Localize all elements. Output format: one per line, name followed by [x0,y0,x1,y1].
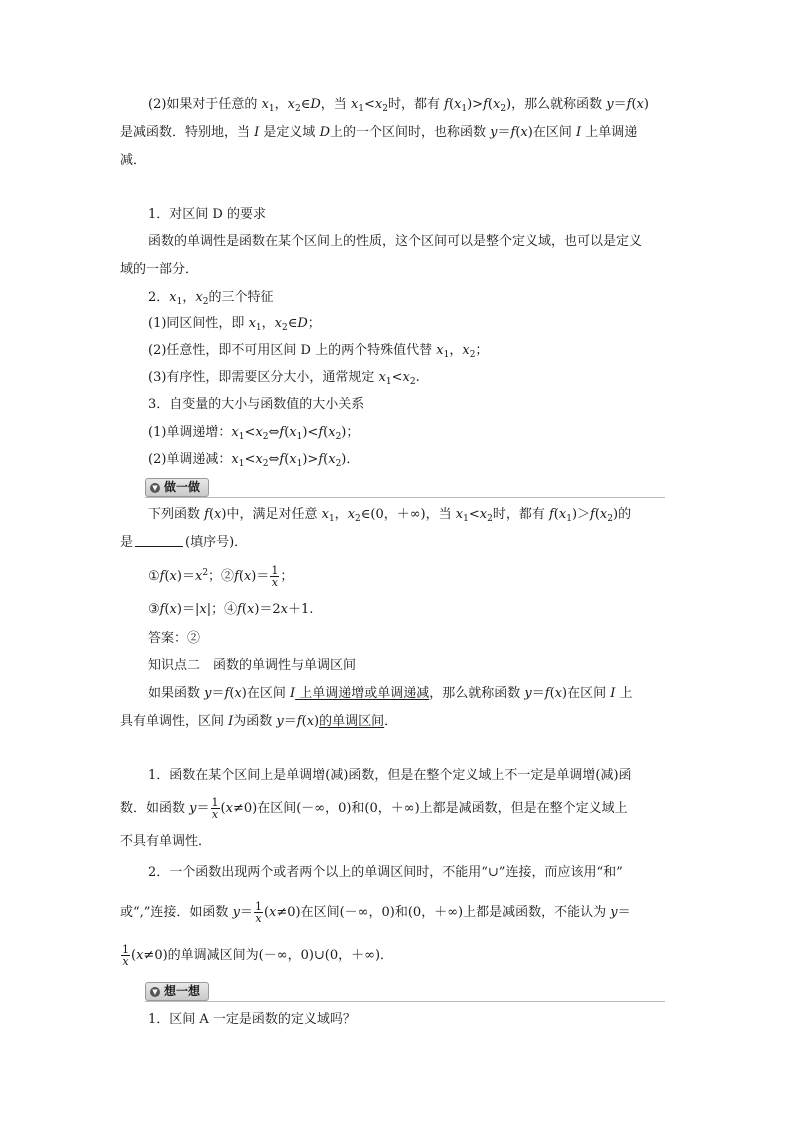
note-text-1b: 域的一部分． [120,262,199,277]
note2-line-2: 数．如函数 y＝ $\frac{1}{x}$ (x≠0)在区间(－∞，0)和(0，＋∞)上都是减函数，但是在整个定义域上 [120,796,628,821]
definition-line-2: 是减函数．特别地，当 I 是定义域 D上的一个区间时，也称函数 y＝f(x)在区间 I 上单调递 [120,125,638,140]
tag-divider [145,497,665,498]
section-tag-try [145,478,209,497]
exercise-answer: 答案：② [148,631,201,646]
fraction-one-over-x: $\frac{1}{x}$ [254,900,262,925]
note-item-1: (1)同区间性，即 $x_1$，$x_2\in D$； [148,316,321,333]
fraction-one-over-x: $\frac{1}{x}$ [122,943,129,968]
note-heading-2: 2．$x_1$，$x_2$的三个特征 [148,290,274,307]
exercise-options-2: ③f(x)＝|x|；④f(x)＝2x＋1. [148,602,314,617]
kp2-line-1: 如果函数 y＝f(x)在区间 I 上单调递增或单调递减，那么就称函数 y＝f(x)在区间 I 上 [148,686,633,701]
monotone-decreasing: (2)单调递减：$x_1<x_2\Leftrightarrow f(x_1)>f(x_2)$． [148,452,360,469]
fraction-one-over-x: $\frac{1}{x}$ [271,564,279,589]
section-tag-think [145,982,209,1001]
knowledge-point-title: 知识点二 函数的单调性与单调区间 [148,658,357,673]
note-heading-3: 3．自变量的大小与函数值的大小关系 [148,397,365,412]
chevron-circle-icon: ▼ [150,483,160,493]
note-heading-1: 1．对区间 D 的要求 [148,207,266,222]
note-text-1: 函数的单调性是函数在某个区间上的性质，这个区间可以是整个定义域，也可以是定义 [148,234,643,249]
exercise-options-1: $①f(x)=x^2$；②f(x)＝ $\frac{1}{x}$ ； [148,564,294,589]
think-question-1: 1．区间 A 一定是函数的定义域吗？ [148,1012,356,1027]
note2-line-6: $\frac{1}{x}$ (x≠0)的单调减区间为(－∞，0)∪(0，＋∞)． [122,943,394,968]
kp2-line-2: 具有单调性，区间 I为函数 y＝f(x)的单调区间． [120,714,398,729]
answer-blank [135,534,183,547]
note-item-3: (3)有序性，即需要区分大小，通常规定 $x_1<x_2$. [148,370,420,387]
note2-line-1: 1．函数在某个区间上是单调增(减)函数，但是在整个定义域上不一定是单调增(减)函 [148,768,632,783]
definition-line-3: 减． [120,153,147,168]
chevron-circle-icon: ▼ [150,987,160,997]
tag-label: 想一想 [164,984,201,998]
definition-line-1: (2)如果对于任意的 $x_1$，$x_2\in D$，当 $x_1<x_2$时，都有 $f(x_1)>f(x_2)$，那么就称函数 y＝f(x) [148,97,649,114]
note2-line-5: 或“,”连接．如函数 y＝ $\frac{1}{x}$ (x≠0)在区间(－∞，0)和(0，＋∞)上都是减函数，不能认为 y＝ [120,900,631,925]
note-item-2: (2)任意性，即不可用区间 D 上的两个特殊值代替 $x_1$，$x_2$； [148,343,489,360]
fraction-one-over-x: $\frac{1}{x}$ [211,796,219,821]
monotone-increasing: (1)单调递增：$x_1<x_2\Leftrightarrow f(x_1)<f(x_2)$； [148,425,360,442]
exercise-line-2: 是 (填序号)． [120,535,248,550]
note2-line-3: 不具有单调性． [120,834,212,849]
tag-divider [145,1001,665,1002]
exercise-line-1: 下列函数 f(x)中，满足对任意 $x_1$，$x_2\in(0$，＋∞)，当 $x_1<x_2$时，都有 $f(x_1)>f(x_2)$的 [148,507,632,524]
note2-line-4: 2．一个函数出现两个或者两个以上的单调区间时，不能用“∪”连接，而应该用“和” [148,865,623,880]
tag-label: 做一做 [164,480,201,494]
